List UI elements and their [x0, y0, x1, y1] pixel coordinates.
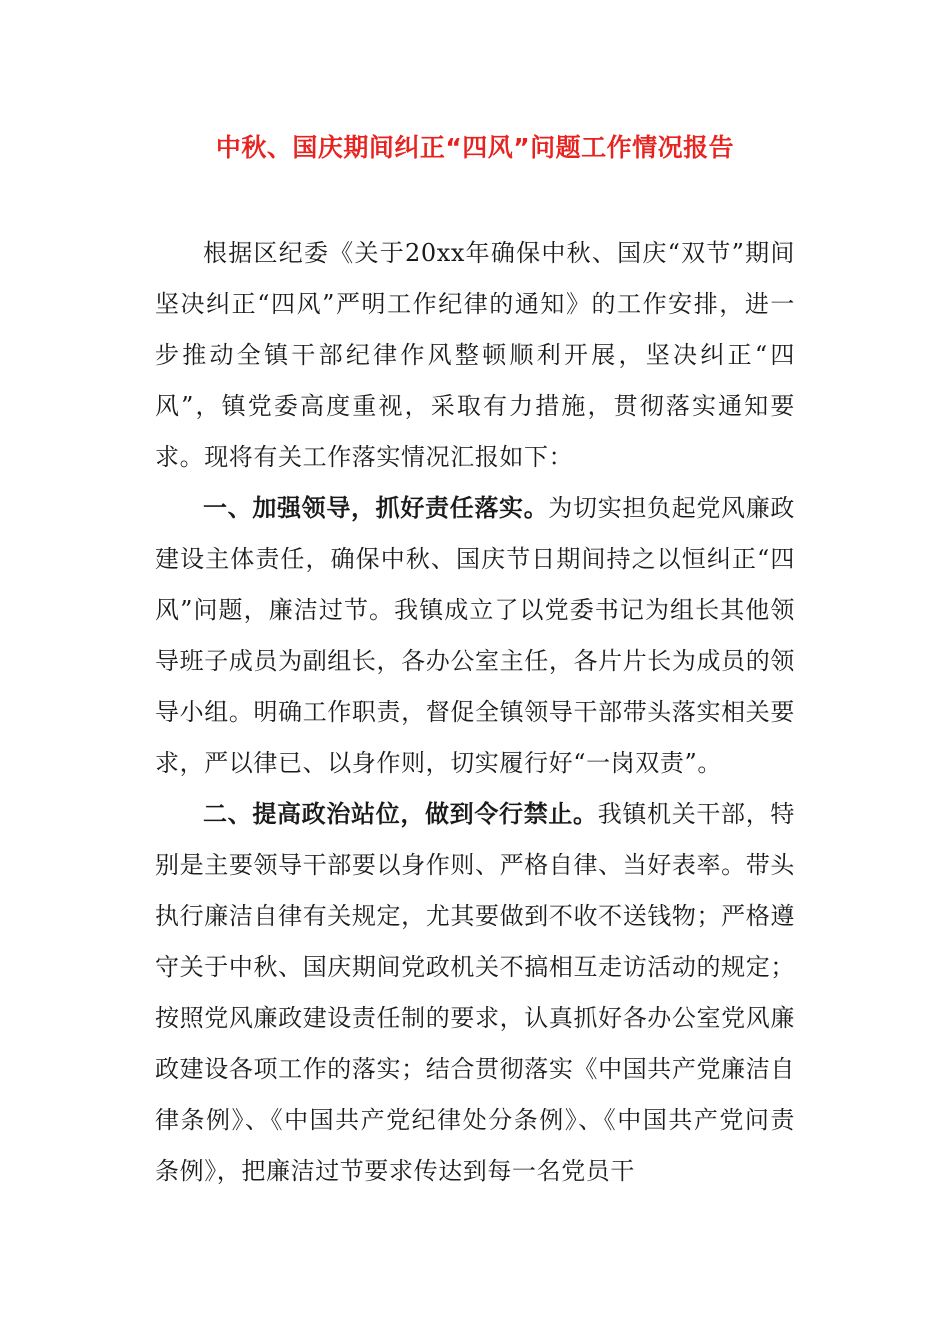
section-2-heading: 二、提高政治站位，做到令行禁止。: [203, 800, 598, 828]
document-body: [155, 228, 795, 1197]
section-1-heading: 一、加强领导，抓好责任落实。: [203, 494, 549, 522]
paragraph-intro: [155, 228, 795, 483]
section-2-text: 我镇机关干部，特别是主要领导干部要以身作则、严格自律、当好表率。带头执行廉洁自律有关规定，尤其要做到不收不送钱物；严格遵守关于中秋、国庆期间党政机关不搞相互走访活动的规定；按照党风廉政建设责任制的要求，认真抓好各办公室党风廉政建设各项工作的落实；结合贯彻落实《中国共产党廉洁自律条例》、《中国共产党纪律处分条例》、《中国共产党问责条例》，把廉洁过节要求传达到每一名党员干: [155, 800, 795, 1185]
section-1-text: 为切实担负起党风廉政建设主体责任，确保中秋、国庆节日期间持之以恒纠正“四风”问题，廉洁过节。我镇成立了以党委书记为组长其他领导班子成员为副组长，各办公室主任，各片片长为成员的领导小组。明确工作职责，督促全镇领导干部带头落实相关要求，严以律已、以身作则，切实履行好“一岗双责”。: [155, 494, 795, 777]
paragraph-section-1: [155, 483, 795, 789]
document-title: 中秋、国庆期间纠正“四风”问题工作情况报告: [215, 133, 735, 162]
paragraph-intro-text: 根据区纪委《关于20xx年确保中秋、国庆“双节”期间坚决纠正“四风”严明工作纪律的通知》的工作安排，进一步推动全镇干部纪律作风整顿顺利开展，坚决纠正“四风”，镇党委高度重视，采取有力措施，贯彻落实通知要求。现将有关工作落实情况汇报如下：: [155, 239, 795, 471]
paragraph-section-2: [155, 789, 795, 1197]
